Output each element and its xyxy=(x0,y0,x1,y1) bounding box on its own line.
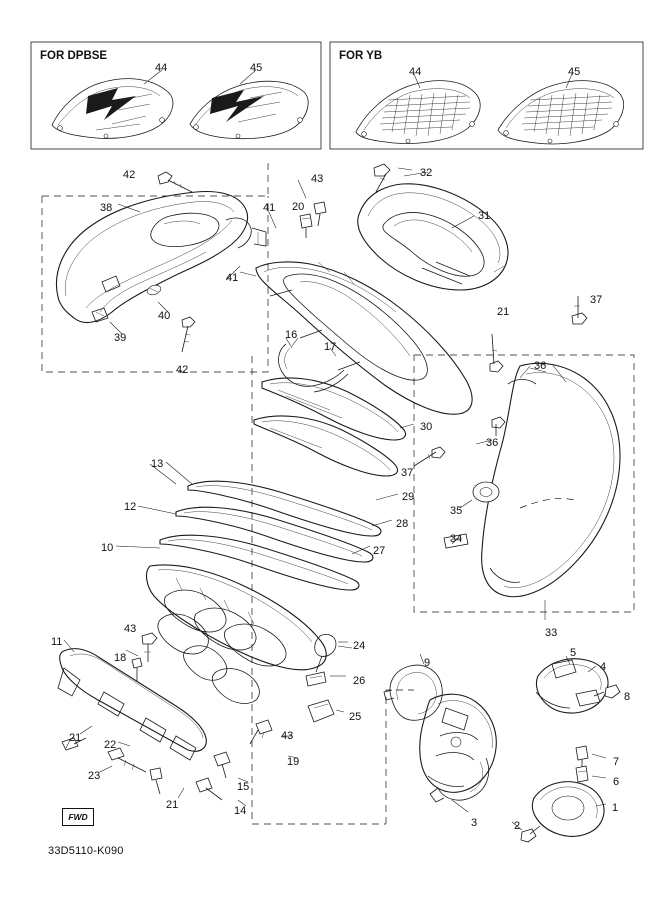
callout-36: 36 xyxy=(486,437,499,449)
callout-3: 3 xyxy=(471,817,478,829)
callout-26: 26 xyxy=(353,675,366,687)
part-number: 33D5110-K090 xyxy=(48,845,124,857)
callout-34: 34 xyxy=(450,533,463,545)
callout-42: 42 xyxy=(123,169,136,181)
callout-35: 35 xyxy=(450,505,463,517)
inset-title-dpbse: FOR DPBSE xyxy=(40,50,108,62)
callout-44: 44 xyxy=(409,66,422,78)
fwd-badge: FWD xyxy=(62,808,94,826)
callout-18: 18 xyxy=(114,652,127,664)
callout-44: 44 xyxy=(155,62,168,74)
callout-41: 41 xyxy=(263,202,276,214)
callout-8: 8 xyxy=(624,691,631,703)
callout-31: 31 xyxy=(478,210,491,222)
callout-24: 24 xyxy=(353,640,366,652)
callout-39: 39 xyxy=(114,332,127,344)
callout-21: 21 xyxy=(166,799,179,811)
callout-37: 37 xyxy=(590,294,603,306)
callout-14: 14 xyxy=(234,805,247,817)
callout-32: 32 xyxy=(420,167,433,179)
callout-4: 4 xyxy=(600,661,607,673)
callout-21: 21 xyxy=(69,732,82,744)
callout-21: 21 xyxy=(497,306,510,318)
callout-9: 9 xyxy=(424,657,431,669)
callout-36: 36 xyxy=(534,360,547,372)
callout-33: 33 xyxy=(545,627,558,639)
callout-43: 43 xyxy=(281,730,294,742)
callout-28: 28 xyxy=(396,518,409,530)
callout-37: 37 xyxy=(401,467,414,479)
callout-22: 22 xyxy=(104,739,117,751)
callout-6: 6 xyxy=(613,776,620,788)
callout-29: 29 xyxy=(402,491,415,503)
callout-45: 45 xyxy=(250,62,263,74)
callout-43: 43 xyxy=(311,173,324,185)
callout-42: 42 xyxy=(176,364,189,376)
callout-1: 1 xyxy=(612,802,619,814)
callout-7: 7 xyxy=(613,756,620,768)
callout-10: 10 xyxy=(101,542,114,554)
callout-19: 19 xyxy=(287,756,300,768)
inset-title-yb: FOR YB xyxy=(339,50,383,62)
callout-30: 30 xyxy=(420,421,433,433)
callout-5: 5 xyxy=(570,647,577,659)
callout-15: 15 xyxy=(237,781,250,793)
callout-2: 2 xyxy=(514,820,521,832)
callout-45: 45 xyxy=(568,66,581,78)
callout-20: 20 xyxy=(292,201,305,213)
callout-41: 41 xyxy=(226,272,239,284)
callout-17: 17 xyxy=(324,341,337,353)
callout-38: 38 xyxy=(100,202,113,214)
callout-23: 23 xyxy=(88,770,101,782)
callout-11: 11 xyxy=(51,636,63,648)
callout-25: 25 xyxy=(349,711,362,723)
callout-27: 27 xyxy=(373,545,386,557)
callout-13: 13 xyxy=(151,458,164,470)
callout-16: 16 xyxy=(285,329,298,341)
callout-40: 40 xyxy=(158,310,171,322)
callout-43: 43 xyxy=(124,623,137,635)
callout-12: 12 xyxy=(124,501,137,513)
